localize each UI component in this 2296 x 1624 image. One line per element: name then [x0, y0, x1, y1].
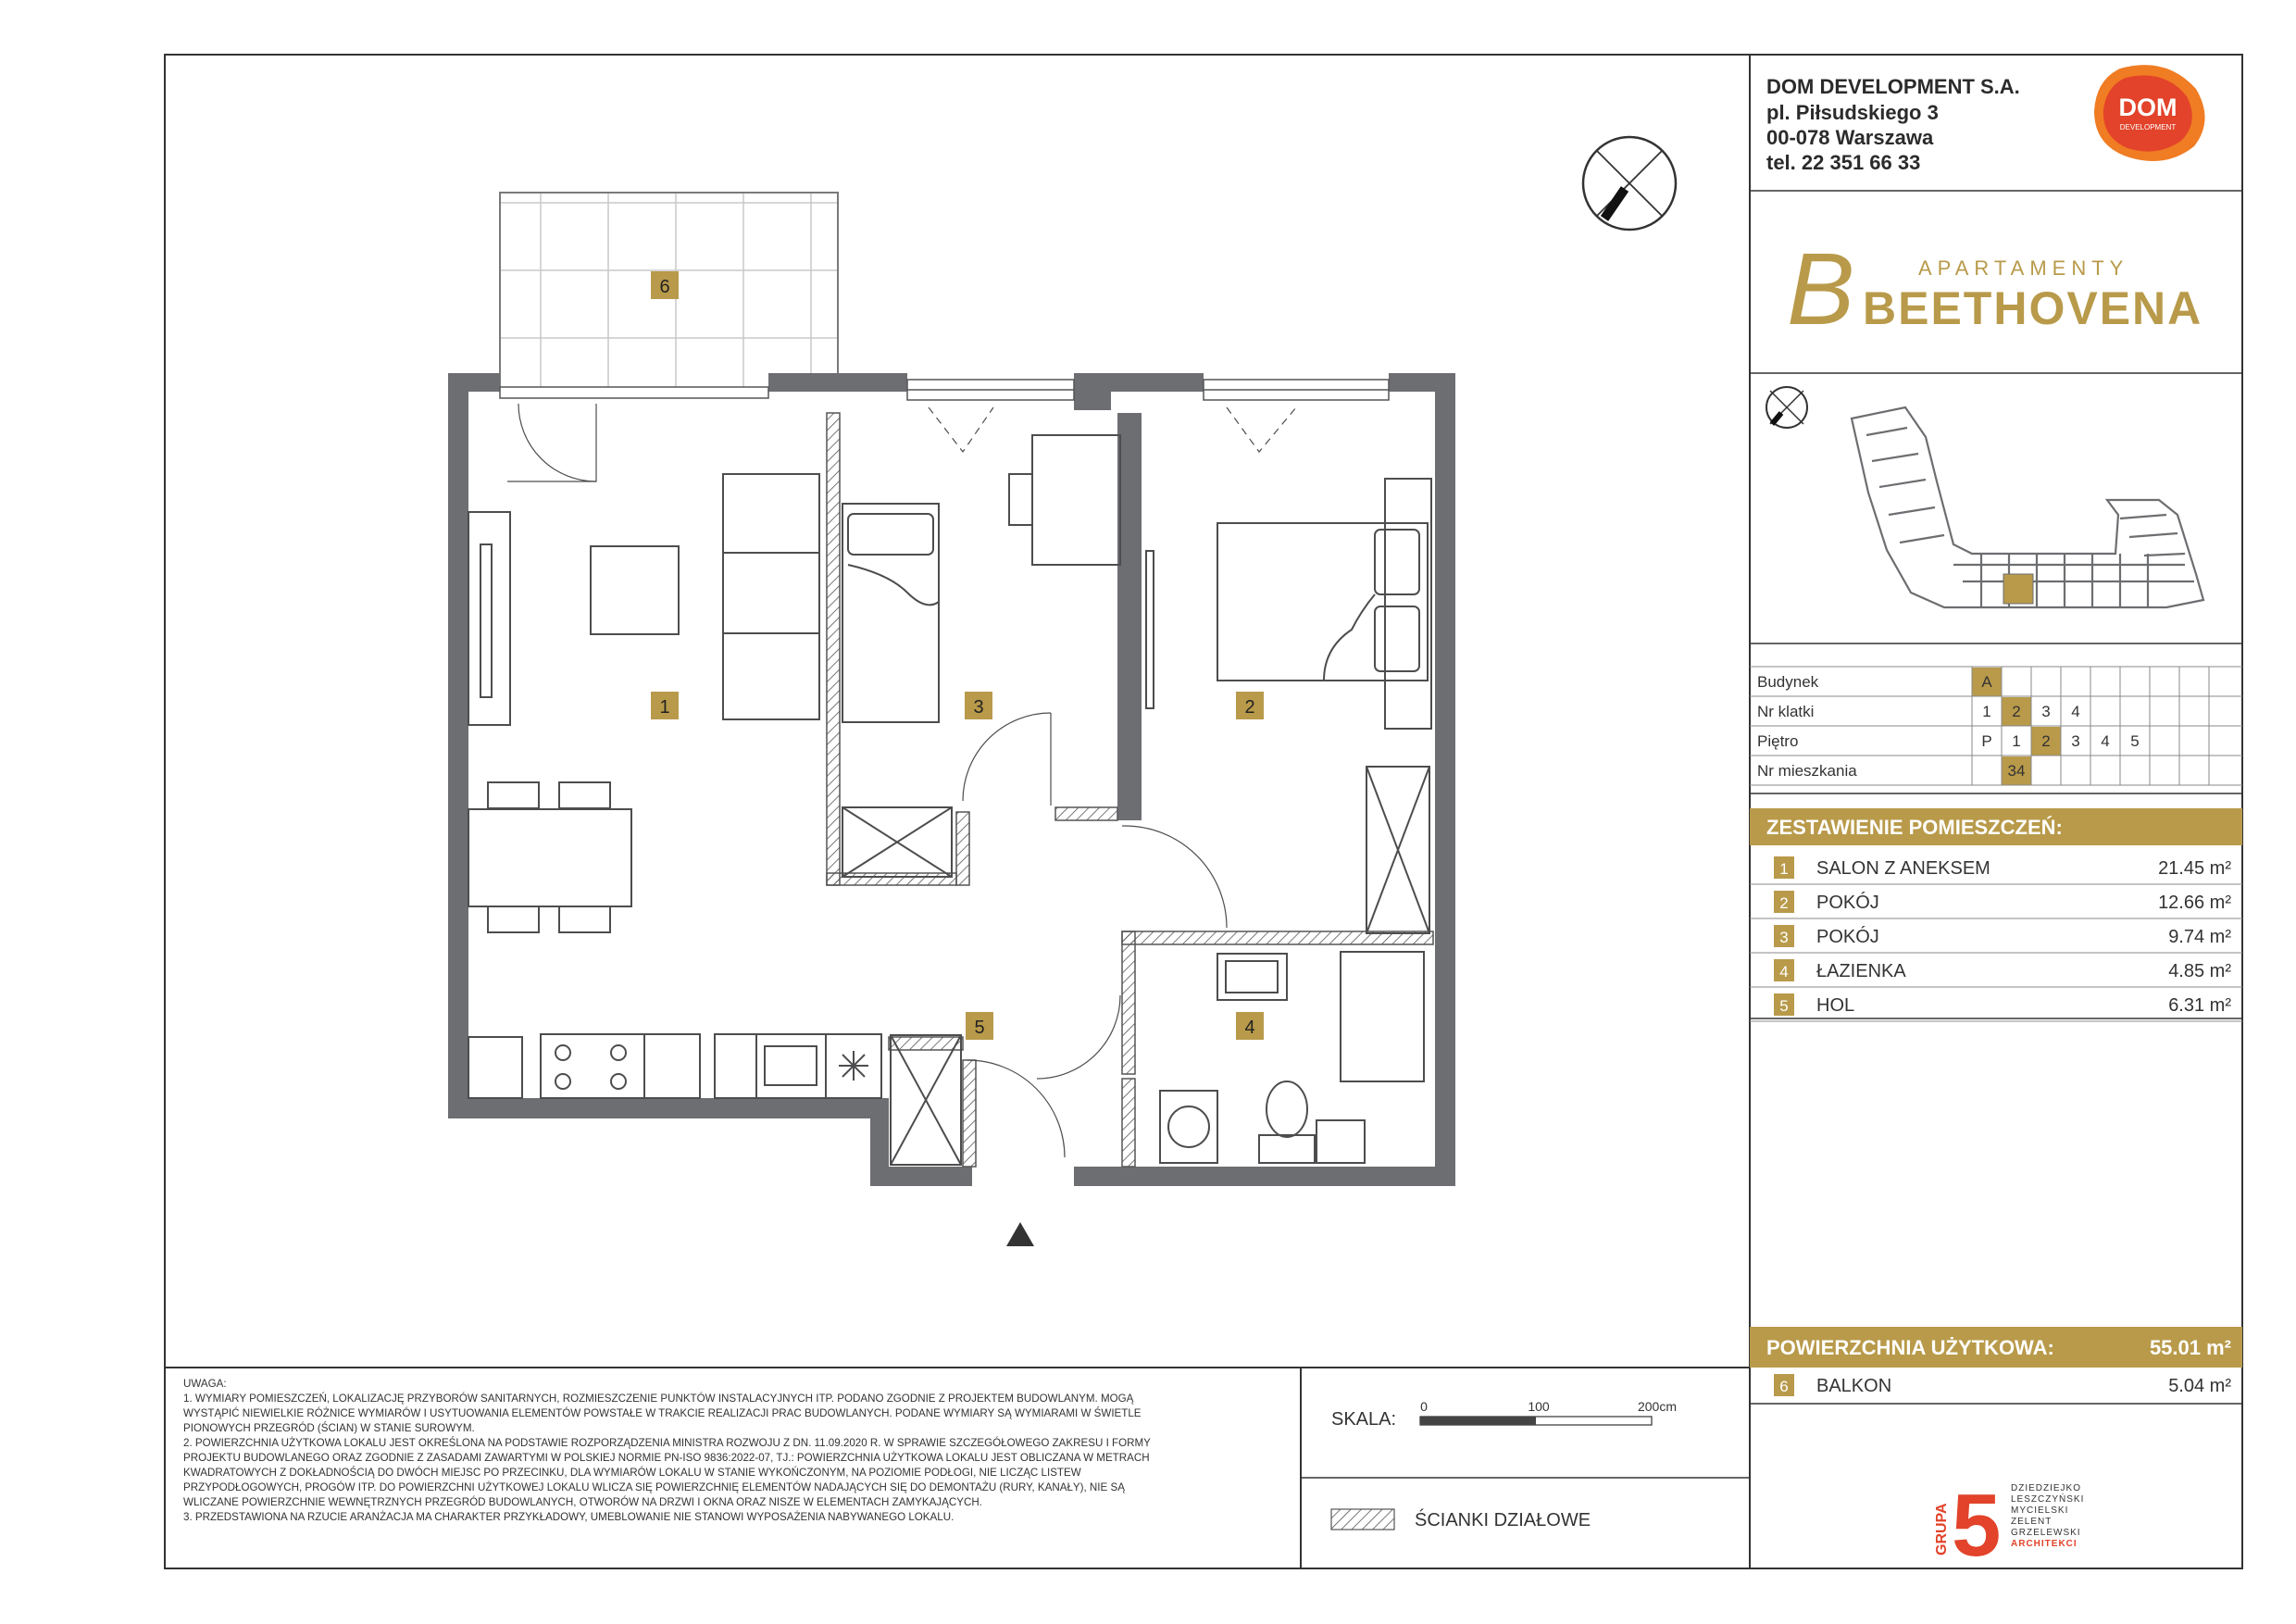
location-cell: 2 — [2041, 732, 2051, 750]
location-row-label: Budynek — [1757, 673, 1819, 691]
project-logo — [1787, 232, 2202, 346]
location-cell: 3 — [2071, 732, 2080, 750]
room-marker-label: 5 — [974, 1018, 985, 1038]
logo-text: DOM — [2118, 94, 2177, 121]
note-line: PRZYPODŁOGOWYCH, PROGÓW ITP. DO POWIERZCHNI UŻYTKOWEJ LOKALU WLICZA SIĘ POWIERZCHNIĘ ELEMENTÓW NADAJĄCYCH SIĘ DO DEMONTAŻU (RURY, KANAŁY), NIE SĄ — [183, 1481, 1125, 1493]
key-plan — [1766, 387, 2203, 607]
location-cell: A — [1981, 673, 1992, 691]
logo-subtext: DEVELOPMENT — [2119, 123, 2177, 131]
location-row-label: Nr klatki — [1757, 703, 1815, 720]
legend-partition-walls: ŚCIANKI DZIAŁOWE — [1415, 1510, 1591, 1530]
location-cell: 3 — [2041, 703, 2051, 720]
note-line: WYSTĄPIĆ NIEWIELKIE RÓŻNICE WYMIARÓW I USYTUOWANIA ELEMENTÓW POWSTAŁE W TRAKCIE REALIZACJI PRAC BUDOWLANYCH. PODANE WYMIARY SĄ WYMIARAMI W ŚWIETLE — [183, 1407, 1142, 1419]
dom-development-logo — [2094, 65, 2205, 161]
scale-label: SKALA: — [1331, 1409, 1397, 1430]
company-address: pl. Piłsudskiego 3 — [1766, 101, 1939, 124]
location-cell: 2 — [2012, 703, 2021, 720]
room-name: ŁAZIENKA — [1816, 961, 1906, 981]
furniture — [468, 435, 1431, 1165]
note-line: WLICZANE POWIERZCHNIE WEWNĘTRZNYCH PRZEGRÓD BUDOWLANYCH, OTWORÓW NA DRZWI I OKNA ORAZ NISZE W ELEMENTACH ZAMYKAJĄCYCH. — [183, 1496, 982, 1508]
room-name: POKÓJ — [1816, 893, 1879, 913]
architect-digit: 5 — [1952, 1476, 2002, 1575]
notes-block — [183, 1378, 1151, 1523]
legend — [1331, 1508, 1591, 1530]
architect-name: MYCIELSKI — [2011, 1505, 2069, 1516]
scale-tick-200: 200cm — [1637, 1399, 1678, 1414]
usable-area-label: POWIERZCHNIA UŻYTKOWA: — [1766, 1336, 2054, 1359]
architect-group: GRUPA — [1934, 1503, 1950, 1555]
note-line: 3. PRZEDSTAWIONA NA RZUCIE ARANŻACJA MA CHARAKTER PRZYKŁADOWY, UMEBLOWANIE NIE STANOWI WYPOSAŻENIA NABYWANEGO LOKALU. — [183, 1511, 955, 1523]
balcony-num: 6 — [1779, 1378, 1789, 1395]
floor-plan — [448, 193, 1455, 1246]
company-block — [1766, 75, 2020, 174]
company-name: DOM DEVELOPMENT S.A. — [1766, 75, 2020, 98]
room-marker-label: 1 — [659, 697, 670, 718]
exterior-walls — [448, 373, 1455, 1186]
note-line: 1. WYMIARY POMIESZCZEŃ, LOKALIZACJĘ PRZYBORÓW SANITARNYCH, ROZMIESZCZENIE PUNKTÓW INSTALACYJNYCH ITP. PODANO ZGODNIE Z PROJEKTEM BUDOWLANYM. MOGĄ — [183, 1393, 1134, 1405]
location-cell: P — [1981, 732, 1992, 750]
project-name-large: BEETHOVENA — [1863, 282, 2203, 334]
room-area: 9.74 m² — [2168, 927, 2231, 947]
scale-tick-0: 0 — [1420, 1399, 1428, 1414]
location-cell: 4 — [2071, 703, 2080, 720]
room-name: POKÓJ — [1816, 927, 1879, 947]
rooms-header: ZESTAWIENIE POMIESZCZEŃ: — [1766, 816, 2063, 839]
room-num: 3 — [1779, 929, 1789, 946]
project-monogram: B — [1787, 232, 1855, 346]
company-city: 00-078 Warszawa — [1766, 126, 1934, 149]
scale-tick-100: 100 — [1528, 1399, 1550, 1414]
entrance-arrow-icon — [1006, 1222, 1034, 1246]
north-arrow-small-icon — [1766, 387, 1807, 428]
notes-title: UWAGA: — [183, 1378, 227, 1390]
partition-wall-swatch — [1331, 1509, 1394, 1530]
usable-area-value: 55.01 m² — [2149, 1336, 2231, 1359]
architect-name: DZIEDZIEJKO — [2011, 1483, 2082, 1493]
location-row-label: Piętro — [1757, 732, 1799, 750]
notes-lines — [183, 1393, 1151, 1523]
room-name: SALON Z ANEKSEM — [1816, 858, 1990, 879]
room-area: 21.45 m² — [2158, 858, 2231, 879]
architect-name: LESZCZYŃSKI — [2011, 1494, 2085, 1505]
balcony-row — [1750, 1374, 2242, 1404]
room-num: 1 — [1779, 860, 1789, 878]
room-marker-label: 4 — [1244, 1018, 1255, 1038]
room-area: 12.66 m² — [2158, 893, 2231, 913]
location-cell: 34 — [2007, 762, 2026, 780]
architect-names — [2011, 1483, 2084, 1549]
room-area: 4.85 m² — [2168, 961, 2231, 981]
room-marker-label: 2 — [1244, 697, 1255, 718]
location-cell: 4 — [2101, 732, 2110, 750]
room-marker-label: 3 — [973, 697, 984, 718]
room-num: 5 — [1779, 997, 1789, 1015]
note-line: PROJEKTU BUDOWLANEGO ORAZ ZGODNIE Z ZASADAMI ZAWARTYMI W POLSKIEJ NORMIE PN-ISO 9836:2022-07, TJ.: POWIERZCHNIA UŻYTKOWA LOKALU JEST OBLICZANA W METRACH — [183, 1452, 1150, 1464]
location-table — [1750, 667, 2242, 785]
balcony-name: BALKON — [1816, 1376, 1892, 1396]
architect-logo — [1934, 1476, 2084, 1575]
location-cell: 1 — [1982, 703, 1991, 720]
north-arrow-icon — [1583, 137, 1676, 230]
scale-bar — [1331, 1399, 1677, 1430]
note-line: PIONOWYCH PRZEGRÓD (ŚCIAN) W STANIE SUROWYM. — [183, 1422, 475, 1434]
room-name: HOL — [1816, 995, 1855, 1016]
balcony-area: 5.04 m² — [2168, 1376, 2231, 1396]
room-num: 4 — [1779, 963, 1789, 981]
architect-name: ARCHITEKCI — [2011, 1539, 2078, 1549]
location-cell: 5 — [2130, 732, 2140, 750]
apartment-highlight — [2003, 574, 2033, 604]
interior-walls — [1074, 392, 1142, 820]
location-cell: 1 — [2012, 732, 2021, 750]
project-name-small: APARTAMENTY — [1918, 256, 2129, 280]
company-phone: tel. 22 351 66 33 — [1766, 151, 1921, 174]
room-num: 2 — [1779, 894, 1789, 912]
note-line: KWADRATOWYCH Z DOKŁADNOŚCIĄ DO DWÓCH MIEJSC PO PRZECINKU, DLA WYMIARÓW LOKALU W STANIE WYKOŃCZONYM, NA POZIOMIE PODŁOGI, NIE LICZĄC LISTEW — [183, 1467, 1081, 1479]
architect-name: ZELENT — [2011, 1517, 2053, 1527]
room-area: 6.31 m² — [2168, 995, 2231, 1016]
room-marker-label: 6 — [659, 277, 670, 297]
location-row-label: Nr mieszkania — [1757, 762, 1857, 780]
rooms-list — [1750, 856, 2242, 1021]
architect-name: GRZELEWSKI — [2011, 1528, 2081, 1538]
note-line: 2. POWIERZCHNIA UŻYTKOWA LOKALU JEST OKREŚLONA NA PODSTAWIE ROZPORZĄDZENIA MINISTRA ROZWOJU Z DN. 11.09.2020 R. W SPRAWIE SZCZEGÓŁOWEGO ZAKRESU I FORMY — [183, 1437, 1151, 1449]
